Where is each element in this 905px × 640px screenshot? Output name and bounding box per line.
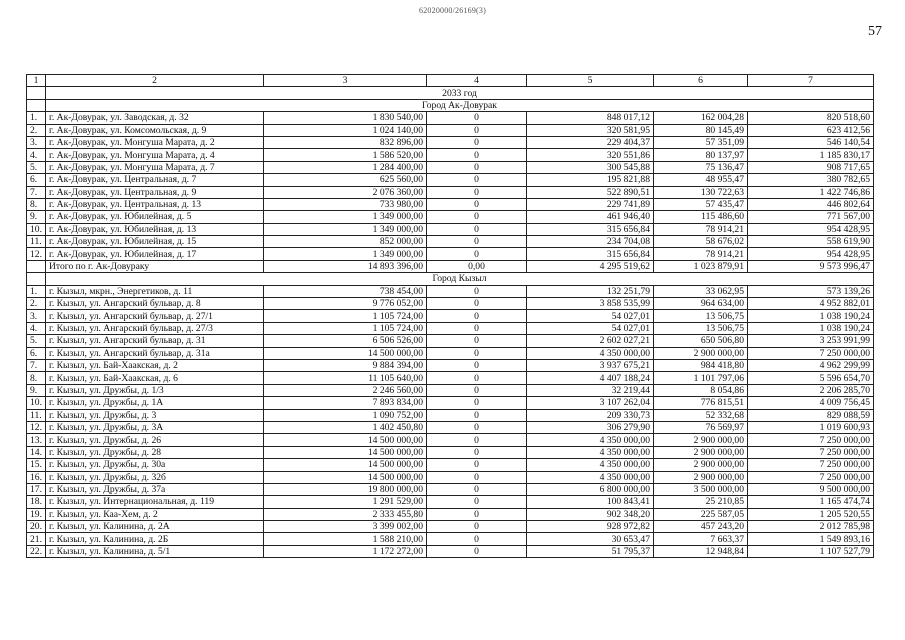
table-cell: 954 428,95 [748, 248, 874, 260]
table-cell: 30 653,47 [527, 533, 654, 545]
table-row [27, 285, 874, 297]
table-cell: 0 [427, 322, 527, 334]
table-cell: 12 948,84 [654, 545, 748, 557]
table-cell: 3 253 991,99 [748, 335, 874, 347]
table-row [27, 136, 874, 148]
total-cell: 0,00 [427, 260, 527, 272]
table-cell: 1 349 000,00 [264, 248, 427, 260]
table-cell: 1 038 190,24 [748, 322, 874, 334]
table-cell: 573 139,26 [748, 285, 874, 297]
table-cell: г. Кызыл, ул. Дружбы, д. 32б [46, 471, 264, 483]
table-cell: г. Кызыл, ул. Калинина, д. 2А [46, 521, 264, 533]
table-cell: 0 [427, 136, 527, 148]
table-cell: 7 663,37 [654, 533, 748, 545]
table-cell: 1 101 797,06 [654, 372, 748, 384]
table-row [27, 236, 874, 248]
year-label: 2033 год [46, 87, 874, 99]
table-cell: 76 569,97 [654, 421, 748, 433]
table-cell: 54 027,01 [527, 310, 654, 322]
table-row [27, 421, 874, 433]
table-cell: г. Кызыл, ул. Дружбы, д. 37а [46, 483, 264, 495]
table-row [27, 186, 874, 198]
table-cell: 234 704,08 [527, 236, 654, 248]
table-cell: 0 [427, 533, 527, 545]
table-row [27, 347, 874, 359]
table-cell: 0 [427, 521, 527, 533]
table-cell: 5. [27, 335, 46, 347]
table-row [27, 322, 874, 334]
table-cell: 625 560,00 [264, 174, 427, 186]
table-cell: 9. [27, 211, 46, 223]
table-cell: 0 [427, 459, 527, 471]
table-cell: 738 454,00 [264, 285, 427, 297]
table-cell: 7. [27, 186, 46, 198]
table-cell: 0 [427, 161, 527, 173]
header-cell: 6 [654, 75, 748, 87]
table-row [27, 112, 874, 124]
table-cell: 558 619,90 [748, 236, 874, 248]
table-cell: 300 545,88 [527, 161, 654, 173]
table-cell: 733 980,00 [264, 198, 427, 210]
table-cell: г. Ак-Довурак, ул. Монгуша Марата, д. 7 [46, 161, 264, 173]
column-number-row [27, 75, 874, 87]
table-cell: 546 140,54 [748, 136, 874, 148]
table-cell: 3. [27, 136, 46, 148]
table-cell: 0 [427, 409, 527, 421]
total-cell: 14 893 396,00 [264, 260, 427, 272]
table-cell: г. Кызыл, ул. Ангарский бульвар, д. 27/3 [46, 322, 264, 334]
table-cell: 52 332,68 [654, 409, 748, 421]
table-cell: 4 350 000,00 [527, 459, 654, 471]
table-cell: 25 210,85 [654, 496, 748, 508]
table-cell: 0 [427, 149, 527, 161]
table-cell: 17. [27, 483, 46, 495]
header-cell: 7 [748, 75, 874, 87]
table-cell: 14 500 000,00 [264, 459, 427, 471]
table-cell: г. Ак-Довурак, ул. Монгуша Марата, д. 2 [46, 136, 264, 148]
table-cell: 457 243,20 [654, 521, 748, 533]
table-cell: 20. [27, 521, 46, 533]
table-cell: 380 782,65 [748, 174, 874, 186]
section-title: Город Кызыл [46, 273, 874, 285]
table-row [27, 483, 874, 495]
table-cell: 4 407 188,24 [527, 372, 654, 384]
table-cell: 3 107 262,04 [527, 397, 654, 409]
table-cell: 225 587,05 [654, 508, 748, 520]
table-cell: 7 250 000,00 [748, 446, 874, 458]
table-cell: 1. [27, 285, 46, 297]
table-cell: 0 [427, 186, 527, 198]
table-cell: 928 972,82 [527, 521, 654, 533]
table-cell: г. Кызыл, ул. Дружбы, д. 28 [46, 446, 264, 458]
table-row [27, 149, 874, 161]
table-cell: 9 884 394,00 [264, 359, 427, 371]
header-cell: 1 [27, 75, 46, 87]
table-cell: 315 656,84 [527, 248, 654, 260]
table-cell: 57 351,09 [654, 136, 748, 148]
table-cell: 7. [27, 359, 46, 371]
table-cell: 15. [27, 459, 46, 471]
table-cell: 1. [27, 112, 46, 124]
table-cell: 2 900 000,00 [654, 446, 748, 458]
table-cell: 1 422 746,86 [748, 186, 874, 198]
table-cell: 0 [427, 434, 527, 446]
table-cell: г. Ак-Довурак, ул. Юбилейная, д. 5 [46, 211, 264, 223]
table-cell: г. Кызыл, ул. Калинина, д. 2Б [46, 533, 264, 545]
section-header-row [27, 273, 874, 285]
table-cell: г. Кызыл, ул. Дружбы, д. 26 [46, 434, 264, 446]
header-cell: 3 [264, 75, 427, 87]
table-cell: 3 937 675,21 [527, 359, 654, 371]
table-cell: 32 219,44 [527, 384, 654, 396]
table-cell: 7 893 834,00 [264, 397, 427, 409]
table-cell: 115 486,60 [654, 211, 748, 223]
table-cell: 984 418,80 [654, 359, 748, 371]
table-cell: 829 088,59 [748, 409, 874, 421]
table-cell: 4 009 756,45 [748, 397, 874, 409]
table-row [27, 434, 874, 446]
table-cell: 0 [427, 335, 527, 347]
table-cell: 1 185 830,17 [748, 149, 874, 161]
table-cell: 12. [27, 421, 46, 433]
table-cell: г. Кызыл, ул. Ангарский бульвар, д. 31а [46, 347, 264, 359]
table-cell: 9 776 052,00 [264, 298, 427, 310]
table-cell: 11. [27, 409, 46, 421]
funding-table [26, 74, 874, 558]
table-row [27, 471, 874, 483]
table-cell: 776 815,51 [654, 397, 748, 409]
table-cell: г. Кызыл, ул. Дружбы, д. 3А [46, 421, 264, 433]
table-cell: г. Кызыл, ул. Бай-Хаакская, д. 6 [46, 372, 264, 384]
table-cell: 964 634,00 [654, 298, 748, 310]
table-cell: 6. [27, 347, 46, 359]
table-cell: 51 795,37 [527, 545, 654, 557]
table-cell: 6. [27, 174, 46, 186]
table-body [27, 75, 874, 558]
table-cell: 4 350 000,00 [527, 471, 654, 483]
table-cell: 1 172 272,00 [264, 545, 427, 557]
table-cell: 10. [27, 397, 46, 409]
table-row [27, 409, 874, 421]
table-cell: 8. [27, 198, 46, 210]
header-cell: 5 [527, 75, 654, 87]
table-cell: 0 [427, 508, 527, 520]
table-cell: 80 145,49 [654, 124, 748, 136]
total-row [27, 260, 874, 272]
table-cell: 0 [427, 310, 527, 322]
table-row [27, 508, 874, 520]
table-cell: г. Ак-Довурак, ул. Центральная, д. 13 [46, 198, 264, 210]
table-cell: 3 500 000,00 [654, 483, 748, 495]
table-cell: 9 500 000,00 [748, 483, 874, 495]
table-cell: г. Ак-Довурак, ул. Центральная, д. 7 [46, 174, 264, 186]
table-cell: 22. [27, 545, 46, 557]
table-cell: 4 350 000,00 [527, 434, 654, 446]
table-cell: 1 165 474,74 [748, 496, 874, 508]
table-row [27, 223, 874, 235]
table-cell: 78 914,21 [654, 248, 748, 260]
table-cell: 57 435,47 [654, 198, 748, 210]
table-cell: 902 348,20 [527, 508, 654, 520]
table-cell: 3. [27, 310, 46, 322]
table-cell: 2. [27, 124, 46, 136]
table-cell: 6 506 526,00 [264, 335, 427, 347]
table-cell: 848 017,12 [527, 112, 654, 124]
table-cell: 2 246 560,00 [264, 384, 427, 396]
table-cell: 0 [427, 124, 527, 136]
document-code: 62020000/26169(3) [419, 6, 486, 15]
table-cell: 14 500 000,00 [264, 434, 427, 446]
table-cell: 1 830 540,00 [264, 112, 427, 124]
table-cell: 2 900 000,00 [654, 471, 748, 483]
table-cell: 3 399 002,00 [264, 521, 427, 533]
table-cell: г. Кызыл, ул. Дружбы, д. 30а [46, 459, 264, 471]
table-cell: 0 [427, 421, 527, 433]
table-cell: 11 105 640,00 [264, 372, 427, 384]
table-cell: 4 350 000,00 [527, 347, 654, 359]
table-cell: г. Кызыл, ул. Ангарский бульвар, д. 8 [46, 298, 264, 310]
table-cell: 2 206 285,70 [748, 384, 874, 396]
table-cell: 13 506,75 [654, 310, 748, 322]
table-cell: г. Кызыл, ул. Каа-Хем, д. 2 [46, 508, 264, 520]
table-row [27, 459, 874, 471]
section-header-row [27, 99, 874, 111]
table-row [27, 198, 874, 210]
table-cell: 4. [27, 149, 46, 161]
table-cell: 0 [427, 446, 527, 458]
table-cell: 1 402 450,80 [264, 421, 427, 433]
table-cell: 100 843,41 [527, 496, 654, 508]
table-cell: 75 136,47 [654, 161, 748, 173]
table-row [27, 446, 874, 458]
table-row [27, 161, 874, 173]
table-cell: 0 [427, 223, 527, 235]
table-cell: 7 250 000,00 [748, 459, 874, 471]
table-cell: 0 [427, 174, 527, 186]
table-row [27, 533, 874, 545]
table-cell: 1 090 752,00 [264, 409, 427, 421]
table-cell: 8 054,86 [654, 384, 748, 396]
table-cell: 4 350 000,00 [527, 446, 654, 458]
table-cell: г. Ак-Довурак, ул. Юбилейная, д. 15 [46, 236, 264, 248]
table-cell: 1 588 210,00 [264, 533, 427, 545]
table-cell: 14 500 000,00 [264, 446, 427, 458]
table-cell: 522 890,51 [527, 186, 654, 198]
table-cell: г. Кызыл, ул. Дружбы, д. 3 [46, 409, 264, 421]
table-cell: 1 291 529,00 [264, 496, 427, 508]
table-cell: 5 596 654,70 [748, 372, 874, 384]
table-row [27, 384, 874, 396]
table-cell: 16. [27, 471, 46, 483]
year-row [27, 87, 874, 99]
table-row [27, 248, 874, 260]
table-cell: 19 800 000,00 [264, 483, 427, 495]
table-row [27, 298, 874, 310]
table-cell: 1 038 190,24 [748, 310, 874, 322]
total-cell: 4 295 519,62 [527, 260, 654, 272]
table-cell: 14 500 000,00 [264, 347, 427, 359]
section-title: Город Ак-Довурак [46, 99, 874, 111]
table-cell: 10. [27, 223, 46, 235]
table-cell: 954 428,95 [748, 223, 874, 235]
table-cell: 78 914,21 [654, 223, 748, 235]
total-cell: 1 023 879,91 [654, 260, 748, 272]
table-cell: 48 955,47 [654, 174, 748, 186]
table-row [27, 397, 874, 409]
table-cell: 33 062,95 [654, 285, 748, 297]
table-cell: 2 900 000,00 [654, 459, 748, 471]
table-cell: 19. [27, 508, 46, 520]
table-cell: 2 900 000,00 [654, 347, 748, 359]
table-row [27, 310, 874, 322]
table-cell: 7 250 000,00 [748, 434, 874, 446]
table-cell: 13. [27, 434, 46, 446]
table-row [27, 545, 874, 557]
table-cell: 0 [427, 384, 527, 396]
table-row [27, 124, 874, 136]
total-cell: Итого по г. Ак-Довураку [46, 260, 264, 272]
table-cell: 1 349 000,00 [264, 223, 427, 235]
table-cell: 908 717,65 [748, 161, 874, 173]
table-cell: 0 [427, 496, 527, 508]
table-cell: 5. [27, 161, 46, 173]
table-cell: 320 551,86 [527, 149, 654, 161]
table-cell: 21. [27, 533, 46, 545]
table-cell: 4. [27, 322, 46, 334]
table-cell: 132 251,79 [527, 285, 654, 297]
table-cell: г. Ак-Довурак, ул. Заводская, д. 32 [46, 112, 264, 124]
table-cell: 1 549 893,16 [748, 533, 874, 545]
table-cell: 14. [27, 446, 46, 458]
table-cell: 1 107 527,79 [748, 545, 874, 557]
table-row [27, 372, 874, 384]
table-cell: 0 [427, 397, 527, 409]
header-cell: 2 [46, 75, 264, 87]
table-row [27, 521, 874, 533]
table-cell: 2 333 455,80 [264, 508, 427, 520]
table-cell: г. Кызыл, мкрн., Энергетиков, д. 11 [46, 285, 264, 297]
table-cell: 0 [427, 112, 527, 124]
table-cell: 0 [427, 211, 527, 223]
total-cell [27, 260, 46, 272]
table-cell: 209 330,73 [527, 409, 654, 421]
table-cell: 1 205 520,55 [748, 508, 874, 520]
table-cell: 320 581,95 [527, 124, 654, 136]
table-cell: 7 250 000,00 [748, 471, 874, 483]
total-cell: 9 573 996,47 [748, 260, 874, 272]
table-cell: г. Ак-Довурак, ул. Центральная, д. 9 [46, 186, 264, 198]
table-cell: 2 012 785,98 [748, 521, 874, 533]
table-cell: 650 506,80 [654, 335, 748, 347]
table-cell: 14 500 000,00 [264, 471, 427, 483]
table-cell: 6 800 000,00 [527, 483, 654, 495]
table-cell: 315 656,84 [527, 223, 654, 235]
table-cell: 130 722,63 [654, 186, 748, 198]
table-cell: 2. [27, 298, 46, 310]
table-cell: 80 137,97 [654, 149, 748, 161]
table-cell: 0 [427, 198, 527, 210]
table-cell: 7 250 000,00 [748, 347, 874, 359]
table-cell: 623 412,56 [748, 124, 874, 136]
table-cell: 0 [427, 347, 527, 359]
table-cell: 0 [427, 236, 527, 248]
table-cell: 0 [427, 483, 527, 495]
table-cell: 446 802,64 [748, 198, 874, 210]
table-cell: г. Кызыл, ул. Ангарский бульвар, д. 31 [46, 335, 264, 347]
table-cell: 18. [27, 496, 46, 508]
table-cell: 1 105 724,00 [264, 322, 427, 334]
table-cell: 1 349 000,00 [264, 211, 427, 223]
table-cell: г. Ак-Довурак, ул. Юбилейная, д. 17 [46, 248, 264, 260]
table-cell: 9. [27, 384, 46, 396]
table-cell: 1 019 600,93 [748, 421, 874, 433]
table-cell: 58 676,02 [654, 236, 748, 248]
table-cell: г. Кызыл, ул. Интернациональная, д. 119 [46, 496, 264, 508]
table-cell: 4 952 882,01 [748, 298, 874, 310]
table-cell: 832 896,00 [264, 136, 427, 148]
table-cell: г. Кызыл, ул. Ангарский бульвар, д. 27/1 [46, 310, 264, 322]
table-cell: 1 024 140,00 [264, 124, 427, 136]
table-cell: г. Ак-Довурак, ул. Монгуша Марата, д. 4 [46, 149, 264, 161]
table-cell: 2 900 000,00 [654, 434, 748, 446]
table-cell: 4 962 299,99 [748, 359, 874, 371]
table-cell: 13 506,75 [654, 322, 748, 334]
table-cell: 1 284 400,00 [264, 161, 427, 173]
table-row [27, 335, 874, 347]
table-cell: 0 [427, 298, 527, 310]
header-cell: 4 [427, 75, 527, 87]
table-cell: 0 [427, 285, 527, 297]
table-cell: 2 602 027,21 [527, 335, 654, 347]
table-cell: г. Кызыл, ул. Дружбы, д. 1А [46, 397, 264, 409]
table-cell: 195 821,88 [527, 174, 654, 186]
table-row [27, 496, 874, 508]
table-cell: 2 076 360,00 [264, 186, 427, 198]
table-cell: 1 586 520,00 [264, 149, 427, 161]
table-cell: г. Кызыл, ул. Бай-Хаакская, д. 2 [46, 359, 264, 371]
table-cell: 229 741,89 [527, 198, 654, 210]
table-cell: 820 518,60 [748, 112, 874, 124]
table-cell: 162 004,28 [654, 112, 748, 124]
table-row [27, 211, 874, 223]
table-row [27, 174, 874, 186]
table-cell: 3 858 535,99 [527, 298, 654, 310]
table-cell: 306 279,90 [527, 421, 654, 433]
table-cell: 771 567,00 [748, 211, 874, 223]
table-cell: 0 [427, 545, 527, 557]
table-cell: 0 [427, 471, 527, 483]
table-cell: 0 [427, 248, 527, 260]
table-cell: 0 [427, 359, 527, 371]
table-cell: 8. [27, 372, 46, 384]
table-cell: 852 000,00 [264, 236, 427, 248]
table-cell: г. Ак-Довурак, ул. Комсомольская, д. 9 [46, 124, 264, 136]
table-cell: 1 105 724,00 [264, 310, 427, 322]
table-cell: г. Кызыл, ул. Дружбы, д. 1/3 [46, 384, 264, 396]
table-cell: 11. [27, 236, 46, 248]
table-row [27, 359, 874, 371]
table-cell: 461 946,40 [527, 211, 654, 223]
page-number: 57 [868, 24, 882, 39]
table-cell: 12. [27, 248, 46, 260]
table-cell: г. Кызыл, ул. Калинина, д. 5/1 [46, 545, 264, 557]
table-cell: 54 027,01 [527, 322, 654, 334]
table-cell: г. Ак-Довурак, ул. Юбилейная, д. 13 [46, 223, 264, 235]
table-cell: 0 [427, 372, 527, 384]
table-cell: 229 404,37 [527, 136, 654, 148]
